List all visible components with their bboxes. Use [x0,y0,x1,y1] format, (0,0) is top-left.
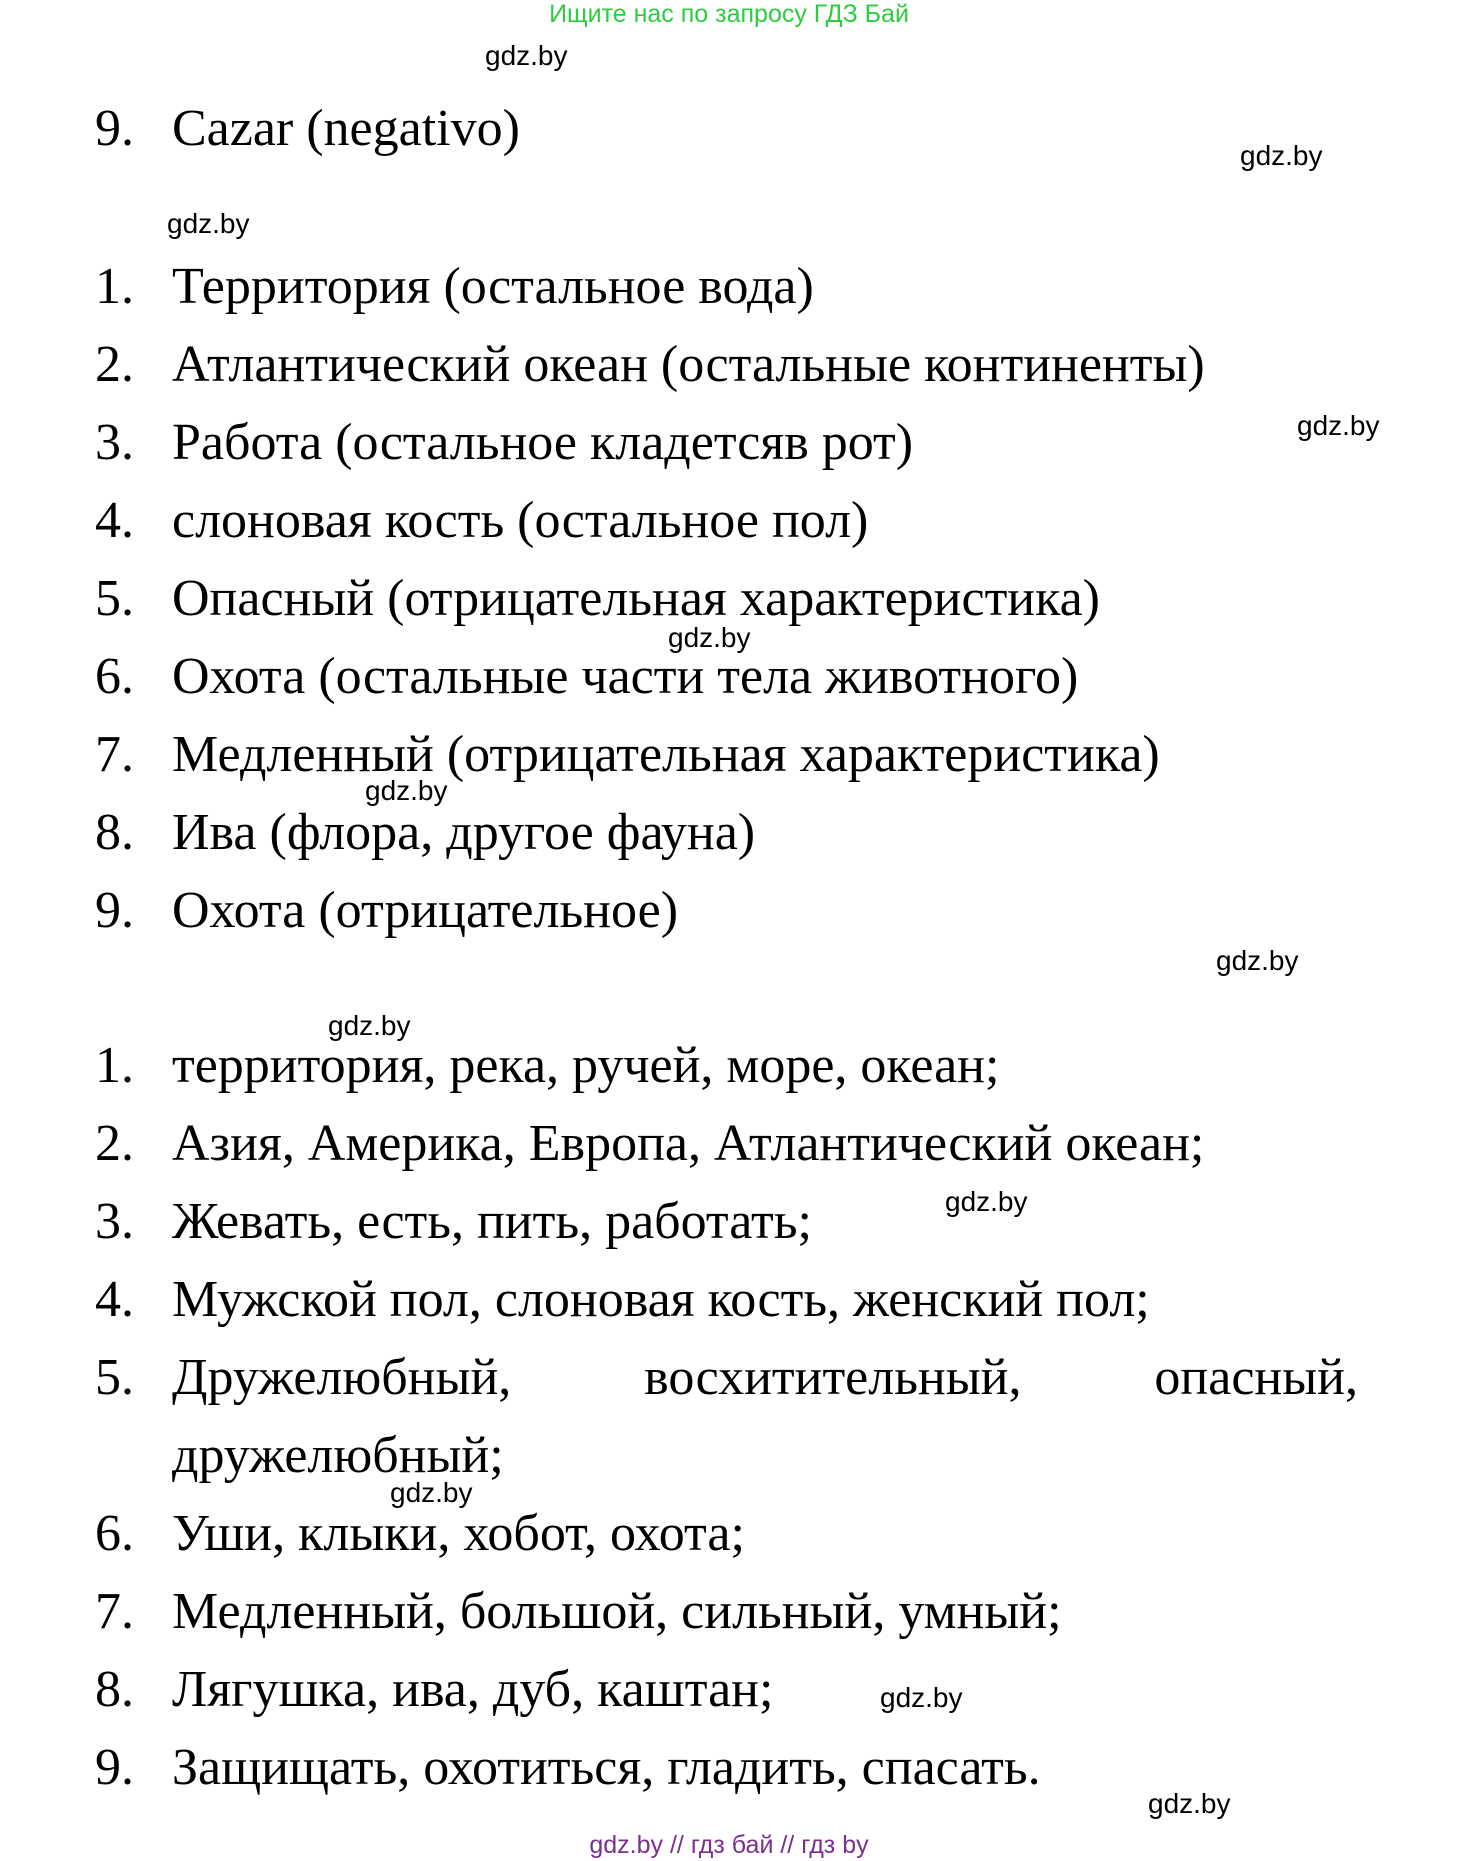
item-number: 4. [95,1271,134,1328]
watermark: gdz.by [1240,140,1323,171]
item-text: Азия, Америка, Европа, Атлантический океан; [172,1115,1205,1172]
item-text: Медленный (отрицательная характеристика) [172,726,1160,783]
item-number: 9. [95,100,134,157]
watermark: gdz.by [1297,410,1380,441]
item-number: 7. [95,1583,134,1640]
item-number: 2. [95,1115,134,1172]
item-text-continuation: дружелюбный; [172,1427,504,1484]
watermark: gdz.by [1216,945,1299,976]
item-text: слоновая кость (остальное пол) [172,492,869,549]
item-number: 6. [95,1505,134,1562]
item-number: 7. [95,726,134,783]
watermark: gdz.by [485,40,568,71]
watermark: gdz.by [365,775,448,806]
item-text: Жевать, есть, пить, работать; [172,1193,812,1250]
footer-links: gdz.by // гдз бай // гдз by [589,1831,869,1859]
item-number: 6. [95,648,134,705]
watermark: gdz.by [390,1477,473,1508]
item-text: Cazar (negativo) [172,100,520,157]
item-number: 8. [95,804,134,861]
item-text: Атлантический океан (остальные континенты) [172,336,1205,393]
item-text: Охота (остальные части тела животного) [172,648,1079,705]
watermark: gdz.by [1148,1788,1231,1819]
watermark: gdz.by [167,208,250,239]
item-number: 8. [95,1661,134,1718]
item-number: 2. [95,336,134,393]
watermark: gdz.by [668,622,751,653]
watermark: gdz.by [328,1010,411,1041]
item-text: территория, река, ручей, море, океан; [172,1037,1000,1094]
item-text: Дружелюбный, восхитительный, опасный, [172,1349,1358,1406]
item-number: 9. [95,882,134,939]
watermark: gdz.by [880,1682,963,1713]
item-text: Мужской пол, слоновая кость, женский пол; [172,1271,1150,1328]
item-number: 1. [95,258,134,315]
search-hint-banner: Ищите нас по запросу ГДЗ Бай [549,0,909,28]
item-text: Ива (флора, другое фауна) [172,804,756,861]
item-number: 3. [95,1193,134,1250]
item-number: 1. [95,1037,134,1094]
item-text: Территория (остальное вода) [172,258,814,315]
item-number: 9. [95,1739,134,1796]
item-text: Уши, клыки, хобот, охота; [172,1505,745,1562]
item-number: 5. [95,570,134,627]
item-text: Защищать, охотиться, гладить, спасать. [172,1739,1041,1796]
watermark: gdz.by [945,1186,1028,1217]
item-text: Охота (отрицательное) [172,882,679,939]
item-text: Лягушка, ива, дуб, каштан; [172,1661,774,1718]
item-text: Опасный (отрицательная характеристика) [172,570,1101,627]
item-number: 4. [95,492,134,549]
item-number: 5. [95,1349,134,1406]
item-number: 3. [95,414,134,471]
item-text: Медленный, большой, сильный, умный; [172,1583,1062,1640]
item-text: Работа (остальное кладетсяв рот) [172,414,914,471]
